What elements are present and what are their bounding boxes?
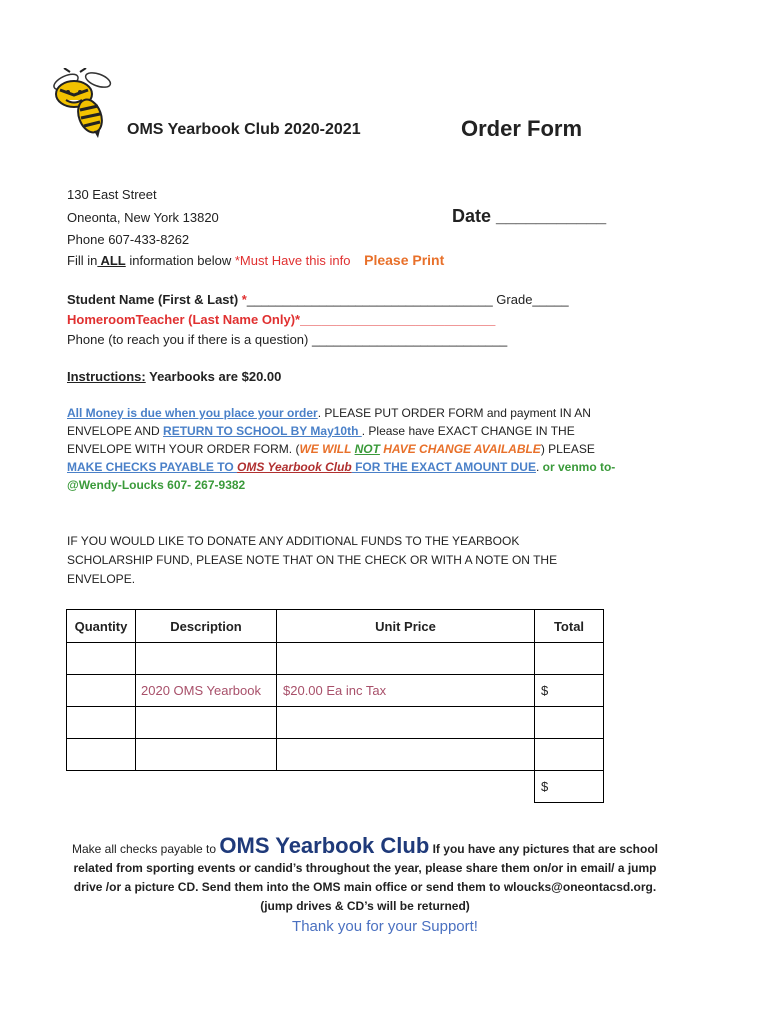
make-checks-payable: Make all checks payable to xyxy=(71,842,220,856)
grand-total-cell[interactable]: $ xyxy=(535,771,604,803)
have-change-text: HAVE CHANGE AVAILABLE xyxy=(379,442,541,456)
we-will-text: WE WILL xyxy=(299,442,355,456)
table-header-row xyxy=(67,610,604,643)
oms-yearbook-club: OMS Yearbook Club xyxy=(219,833,430,858)
unit-price-cell xyxy=(277,739,535,771)
description-cell xyxy=(136,707,277,739)
instructions-text-1: . PLEASE PUT ORDER FORM and payment IN AN ENVELOPE AND xyxy=(67,406,591,438)
club-title: OMS Yearbook Club 2020-2021 xyxy=(127,121,361,138)
unit-price-cell xyxy=(277,707,535,739)
description-cell xyxy=(136,643,277,675)
quantity-cell[interactable] xyxy=(67,675,136,707)
fill-all: ALL xyxy=(97,253,126,268)
total-cell[interactable] xyxy=(535,739,604,771)
total-cell[interactable]: $ xyxy=(535,675,604,707)
address-phone: Phone 607-433-8262 xyxy=(67,232,190,247)
donation-note: IF YOU WOULD LIKE TO DONATE ANY ADDITIONAL FUNDS TO THE YEARBOOK SCHOLARSHIP FUND, PLEASE NOTE THAT ON THE CHECK OR WITH A NOTE ON THE ENVELOPE. xyxy=(67,534,558,586)
address-city: Oneonta, New York 13820 xyxy=(67,210,219,225)
please-print: Please Print xyxy=(364,252,445,268)
instructions-label: Instructions: xyxy=(67,369,146,384)
exact-amount-text: FOR THE EXACT AMOUNT DUE xyxy=(351,460,536,474)
fill-middle: information below xyxy=(125,253,235,268)
description-cell xyxy=(136,739,277,771)
instructions-text-2: . Please have EXACT CHANGE IN THE ENVELOPE WITH YOUR ORDER FORM. ( xyxy=(67,424,575,456)
not-text: NOT xyxy=(354,442,380,456)
fill-prefix: Fill in xyxy=(67,253,98,268)
table-row xyxy=(67,707,604,739)
homeroom-teacher-field[interactable]: HomeroomTeacher (Last Name Only)*___________________________ xyxy=(67,312,496,327)
header-total: Total xyxy=(535,610,604,643)
header-description: Description xyxy=(136,610,277,643)
money-due-text: All Money is due when you place your order xyxy=(67,406,318,420)
pictures-request: If you have any pictures that are school related from sporting events or candid’s throughout the year, please share them on/or in email/ a jump drive /or a picture CD. Send them into the OMS main office or send them to wloucks@oneontacsd.org. (jump drives & CD’s will be returned) xyxy=(73,842,658,913)
order-form-title: Order Form xyxy=(461,116,583,141)
phone-contact-field[interactable]: Phone (to reach you if there is a question) ___________________________ xyxy=(67,332,508,347)
header-quantity: Quantity xyxy=(67,610,136,643)
date-field[interactable]: Date ___________ xyxy=(452,206,607,226)
payment-instructions xyxy=(67,404,627,494)
closing-message xyxy=(60,833,670,916)
required-star: * xyxy=(241,292,247,307)
return-date-text: RETURN TO SCHOOL BY May10th xyxy=(163,424,362,438)
venmo-text: or venmo to- @Wendy-Loucks 607- 267-9382 xyxy=(67,460,616,492)
quantity-cell[interactable] xyxy=(67,643,136,675)
quantity-cell[interactable] xyxy=(67,707,136,739)
yellow-jacket-mascot-icon xyxy=(46,68,116,138)
table-row xyxy=(67,739,604,771)
unit-price-cell: $20.00 Ea inc Tax xyxy=(277,675,535,707)
yearbook-price: Yearbooks are $20.00 xyxy=(145,369,282,384)
fill-instruction xyxy=(67,252,444,268)
table-row xyxy=(67,675,604,707)
total-cell[interactable] xyxy=(535,643,604,675)
student-name-line: __________________________________ Grade_____ xyxy=(246,292,569,307)
instructions-text-4: . xyxy=(535,460,540,474)
oms-club-text: OMS Yearbook Club xyxy=(237,460,352,474)
description-cell: 2020 OMS Yearbook xyxy=(136,675,277,707)
address-street: 130 East Street xyxy=(67,187,157,202)
empty-cell xyxy=(277,771,535,803)
thank-you-message: Thank you for your Support! xyxy=(292,918,478,935)
total-cell[interactable] xyxy=(535,707,604,739)
grand-total-row xyxy=(67,771,604,803)
unit-price-cell xyxy=(277,643,535,675)
header-unit-price: Unit Price xyxy=(277,610,535,643)
student-name-label: Student Name (First & Last) xyxy=(67,292,242,307)
order-table xyxy=(66,609,604,803)
student-name-field[interactable] xyxy=(67,292,569,307)
make-checks-text: MAKE CHECKS PAYABLE TO xyxy=(67,460,238,474)
must-have-note: *Must Have this info xyxy=(234,253,351,268)
quantity-cell[interactable] xyxy=(67,739,136,771)
table-row xyxy=(67,643,604,675)
instructions-text-3: ) PLEASE xyxy=(540,442,595,456)
empty-cell xyxy=(67,771,136,803)
instructions-heading xyxy=(67,369,281,384)
empty-cell xyxy=(136,771,277,803)
